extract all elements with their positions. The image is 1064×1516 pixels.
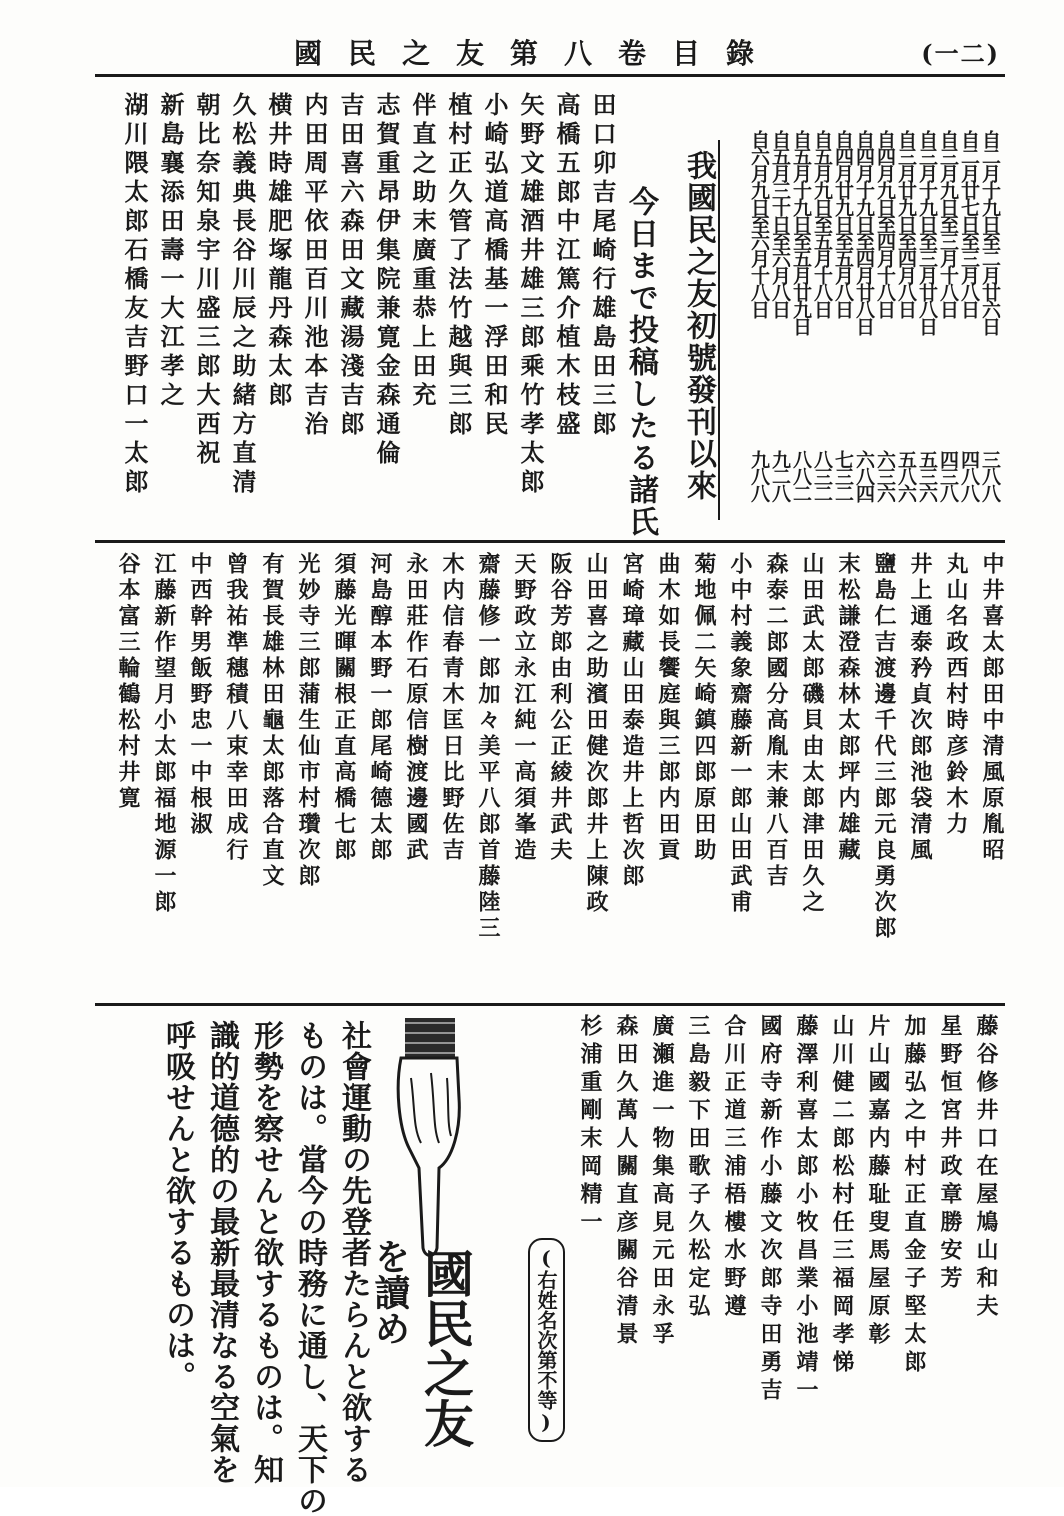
contributors-heading [618,150,720,538]
contributor-column: 三島毅下田歌子久松定弘 [685,1014,711,1322]
schedule-period: 自四月九日至四月十八日 [874,130,896,317]
heading-line-2: 今日まで投稿したる諸氏 [623,186,658,538]
schedule-row [938,130,958,530]
schedule-period: 自五月九日至五月十八日 [811,130,833,317]
contributor-column: 末松謙澄森林太郎坪内雄藏 [835,552,861,864]
contributor-column: 小崎弘道高橋基一浮田和民 [480,92,509,440]
pointing-hand-icon [395,1018,465,1258]
names-top-block [100,92,620,498]
contributor-column: 横井時雄肥塚龍丹森太郎 [264,92,293,411]
schedule-count: 五八六 [895,450,917,501]
schedule-row [749,130,769,530]
schedule-row [770,130,790,530]
schedule-count: 九二八 [769,450,791,501]
contributor-column: 菊地佩二矢崎鎮四郎原田助 [691,552,717,864]
contributor-column: 江藤新作望月小太郎福地源一郎 [151,552,177,916]
schedule-count: 八八二 [790,450,812,501]
contributor-column: 吉田喜六森田文藏湯淺吉郎 [336,92,365,440]
contributor-column: 田口卯吉尾崎行雄島田三郎 [588,92,617,440]
middle-section-rule [95,1003,1005,1006]
contributor-column: 伴直之助末廣重恭上田充 [408,92,437,411]
contributor-column: 河島醇本野一郎尾崎德太郎 [367,552,393,864]
contributor-column: 井上通泰矜貞次郎池袋清風 [907,552,933,864]
contributor-column: 曾我祐準穗積八束幸田成行 [223,552,249,864]
contributor-column: 國府寺新作小藤文次郎寺田勇吉 [757,1014,783,1406]
schedule-count: 四八八 [958,450,980,501]
schedule-row [959,130,979,530]
schedule-row [875,130,895,530]
schedule-row [833,130,853,530]
heading-divider [718,140,720,520]
schedule-period: 自六月九日至六月十八日 [748,130,770,317]
ad-body-line: 呼吸せんと欲するものは。 [160,1020,195,1392]
page-title: 國民之友第八卷目錄 [293,37,780,70]
contributor-column: 藤谷修井口在屋鳩山和夫 [973,1014,999,1322]
schedule-period: 自四月十九日至四月廿八日 [853,130,875,334]
names-bottom-block [572,1014,1004,1406]
contributor-column: 新島襄添田壽一大江孝之 [156,92,185,411]
ad-body-line: 形勢を察せんと欲するものは。知 [248,1020,283,1485]
contributor-column: 志賀重昂伊集院兼寛金森通倫 [372,92,401,469]
heading-line-1: 我國民之友初號發刊以來 [681,150,716,502]
contributor-column: 森泰二郎國分高胤末兼八百吉 [763,552,789,890]
schedule-count: 六三六 [874,450,896,501]
schedule-row [980,130,1000,530]
contributor-column: 須藤光暉關根正直高橋七郎 [331,552,357,864]
contributor-column: 湖川隈太郎石橋友吉野口一太郎 [120,92,149,498]
contributor-column: 杉浦重剛末岡精一 [577,1014,603,1238]
ad-body-line: 社會運動の先登者たらんと欲する [336,1020,371,1485]
contributor-column: 天野政立永江純一高須峯造 [511,552,537,864]
contributor-column: 加藤弘之中村正直金子堅太郎 [901,1014,927,1378]
schedule-period: 自五月三十日至六月八日 [769,130,791,317]
schedule-count: 五三六 [916,450,938,501]
contributor-column: 山川健二郎松村任三福岡孝悌 [829,1014,855,1378]
schedule-period: 自二月廿七日至三月八日 [958,130,980,317]
schedule-count: 七三二 [832,450,854,501]
schedule-period: 自三月廿九日至四月八日 [895,130,917,317]
schedule-period: 自三月十九日至三月廿八日 [916,130,938,334]
contributor-column: 山田武太郎磯貝由太郎津田久之 [799,552,825,916]
contributor-column: 齋藤修一郎加々美平八郎首藤陸三 [475,552,501,942]
schedule-row [791,130,811,530]
contributor-column: 高橋五郎中江篤介植木枝盛 [552,92,581,440]
contributor-column: 光妙寺三郎蒲生仙市村瓚次郎 [295,552,321,890]
contributor-column: 内田周平依田百川池本吉治 [300,92,329,440]
contributor-column: 星野恒宮井政章勝安芳 [937,1014,963,1294]
ad-title: 國民之友 [416,1248,475,1448]
contributor-column: 丸山名政西村時彦鈴木力 [943,552,969,838]
order-note: (右姓名次第不等) [528,1238,565,1442]
contributor-column: 森田久萬人關直彦關谷清景 [613,1014,639,1350]
page-number: (一二) [921,39,1000,68]
contributor-column: 阪谷芳郎由利公正綾井武夫 [547,552,573,864]
ad-body-line: 識的道德的の最新最清なる空氣を [204,1020,239,1485]
contributor-column: 久松義典長谷川辰之助緒方直清 [228,92,257,498]
schedule-period: 自二月十九日至二月廿六日 [979,130,1001,334]
schedule-row [896,130,916,530]
schedule-row [917,130,937,530]
schedule-count: 八三二 [811,450,833,501]
contributor-column: 植村正久管了法竹越與三郎 [444,92,473,440]
ad-body [160,1020,370,1516]
schedule-count: 六八四 [853,450,875,501]
schedule-block [749,130,1000,530]
schedule-count: 九八八 [748,450,770,501]
contributor-column: 小中村義象齋藤新一郎山田武甫 [727,552,753,916]
contributor-column: 曲木如長饗庭與三郎内田貢 [655,552,681,864]
contributor-column: 矢野文雄酒井雄三郎乘竹孝太郎 [516,92,545,498]
schedule-period: 自四月廿九日至五月八日 [832,130,854,317]
contributor-column: 藤澤利喜太郎小牧昌業小池靖一 [793,1014,819,1406]
contributor-column: 中井喜太郎田中清風原胤昭 [979,552,1005,864]
page-header [95,30,1000,70]
top-section-rule [95,540,1005,543]
contributor-column: 木内信春青木匡日比野佐吉 [439,552,465,864]
contributor-column: 有賀長雄林田龜太郎落合直文 [259,552,285,890]
contributor-column: 朝比奈知泉宇川盛三郎大西祝 [192,92,221,469]
names-middle-block [100,552,1010,942]
schedule-row [854,130,874,530]
schedule-count: 三八八 [979,450,1001,501]
contributor-column: 永田莊作石原信樹渡邊國武 [403,552,429,864]
contributor-column: 山田喜之助濱田健次郎井上陳政 [583,552,609,916]
contributor-column: 谷本富三輪鶴松村井寛 [115,552,141,812]
contributor-column: 宮崎璋藏山田泰造井上哲次郎 [619,552,645,890]
ad-subtitle: を讀め [369,1238,411,1346]
contributor-column: 鹽島仁吉渡邊千代三郎元良勇次郎 [871,552,897,942]
schedule-period: 自三月九日至三月十八日 [937,130,959,317]
contributor-column: 廣瀬進一物集高見元田永孚 [649,1014,675,1350]
schedule-period: 自五月十九日至五月廿九日 [790,130,812,334]
header-rule [95,74,1005,77]
contributor-column: 中西幹男飯野忠一中根淑 [187,552,213,838]
ad-body-line: ものは。當今の時務に通し、天下の [292,1020,327,1516]
schedule-row [812,130,832,530]
contributor-column: 片山國嘉内藤耻叟馬屋原彰 [865,1014,891,1350]
schedule-count: 四三八 [937,450,959,501]
contributor-column: 合川正道三浦梧樓水野遵 [721,1014,747,1322]
